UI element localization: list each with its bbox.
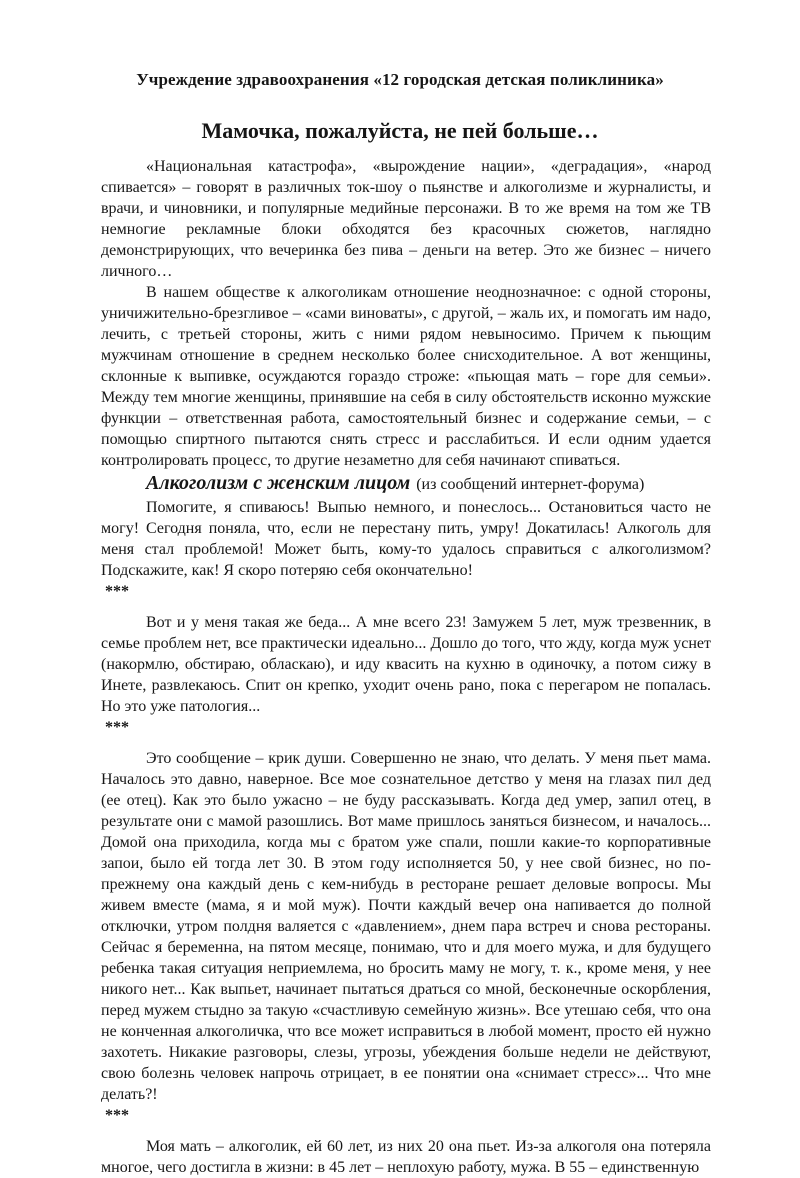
section-note: (из сообщений интернет-форума)	[416, 476, 645, 493]
article-title: Мамочка, пожалуйста, не пей больше…	[201, 118, 599, 143]
intro-paragraph-1: «Национальная катастрофа», «вырождение нации», «деградация», «народ спивается» – говорят в различных ток-шоу о пьянстве и алкоголизме и журналисты, и врачи, и чиновники, и популярные медийные персонажи. В то же время на том же ТВ немногие рекламные блоки обходятся без красочных сюжетов, наглядно демонстрирующих, что вечеринка без пива – деньги на ветер. Это же бизнес – ничего личного…	[101, 158, 711, 280]
forum-post-4: Моя мать – алкоголик, ей 60 лет, из них 20 она пьет. Из-за алкоголя она потеряла многое, чего достигла в жизни: в 45 лет – неплохую работу, мужа. В 55 – единственную	[101, 1138, 711, 1176]
forum-post-2: Вот и у меня такая же беда... А мне всего 23! Замужем 5 лет, муж трезвенник, в семье проблем нет, все практически идеально... Дошло до того, что жду, когда муж уснет (накормлю, обстираю, обласкаю), и иду квасить на кухню в одиночку, а потом сижу в Инете, развлекаюсь. Спит он крепко, уходит очень рано, пока с перегаром не попалась. Но это уже патология...	[101, 614, 711, 715]
post-separator: ***	[105, 1107, 129, 1124]
forum-post-3: Это сообщение – крик души. Совершенно не знаю, что делать. У меня пьет мама. Началось это давно, наверное. Все мое сознательное детство у меня на глазах пил дед (ее отец). Как это было ужасно – не буду рассказывать. Когда дед умер, запил отец, в результате они с мамой разошлись. Вот маме пришлось заняться бизнесом, и началось... Домой она приходила, когда мы с братом уже спали, пошли какие-то корпоративные запои, было ей тогда лет 30. В этом году исполняется 50, у нее свой бизнес, но по-прежнему она каждый день с кем-нибудь в ресторане решает деловые вопросы. Мы живем вместе (мама, я и мой муж). Почти каждый вечер она напивается до полной отключки, утром полдня валяется с «давлением», днем пара встреч и снова рестораны. Сейчас я беременна, на пятом месяце, понимаю, что и для моего мужа, и для будущего ребенка такая ситуация неприемлема, но бросить маму не могу, т. к., кроме меня, у нее никого нет... Как выпьет, начинает пытаться драться со мной, бесконечные оскорбления, перед мужем стыдно за такую «счастливую семейную жизнь». Все утешаю себя, что она не конченная алкоголичка, что все может исправиться в любой момент, просто ей нужно захотеть. Никакие разговоры, слезы, угрозы, убеждения больше недели не действуют, свою болезнь человек напрочь отрицает, в ее понятии она «снимает стресс»... Что мне делать?!	[101, 750, 711, 1103]
institution-header: Учреждение здравоохранения «12 городская детская поликлиника»	[136, 70, 664, 89]
post-separator: ***	[105, 719, 129, 736]
article-body	[101, 156, 711, 1178]
section-title: Алкоголизм с женским лицом	[146, 472, 411, 494]
forum-post-1: Помогите, я спиваюсь! Выпью немного, и понеслось... Остановиться часто не могу! Сегодня поняла, что, если не перестану пить, умру! Докатилась! Алкоголь для меня стал проблемой! Может быть, кому-то удалось справиться с алкоголизмом? Подскажите, как! Я скоро потеряю себя окончательно!	[101, 499, 711, 579]
intro-paragraph-2: В нашем обществе к алкоголикам отношение неоднозначное: с одной стороны, уничижительно-брезгливое – «сами виноваты», с другой, – жаль их, и помогать им надо, лечить, с третьей стороны, жить с ними рядом невыносимо. Причем к пьющим мужчинам отношение в среднем несколько более снисходительное. А вот женщины, склонные к выпивке, осуждаются гораздо строже: «пьющая мать – горе для семьи». Между тем многие женщины, принявшие на себя в силу обстоятельств исконно мужские функции – ответственная работа, самостоятельный бизнес и содержание семьи, – с помощью спиртного пытаются снять стресс и расслабиться. И если одним удается контролировать процесс, то другие незаметно для себя начинают спиваться.	[101, 284, 711, 469]
section-heading	[101, 471, 711, 497]
post-separator: ***	[105, 583, 129, 600]
